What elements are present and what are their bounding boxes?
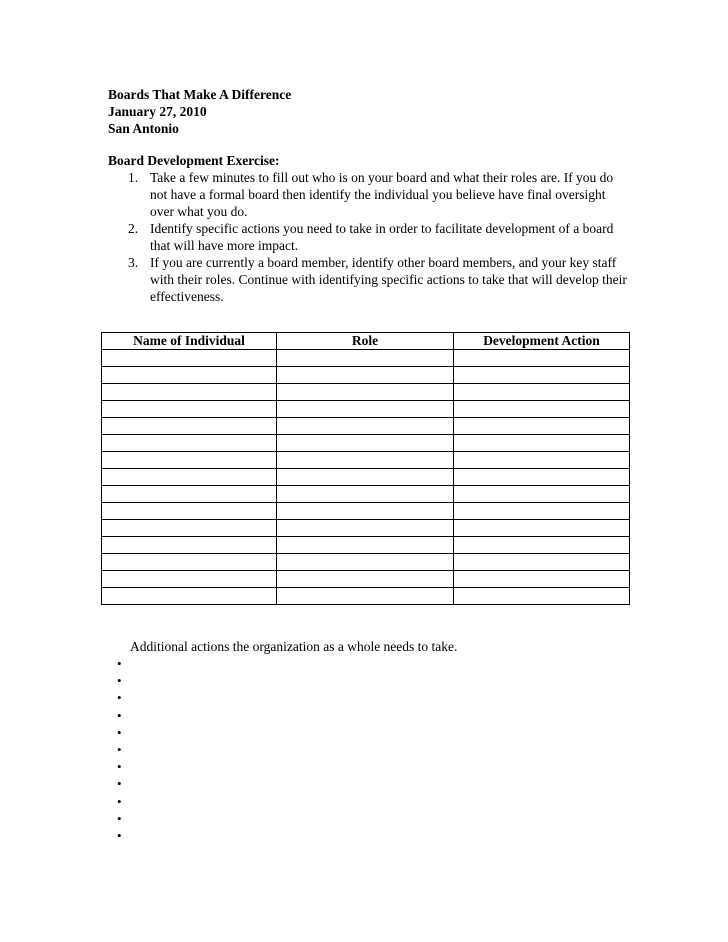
cell-name[interactable] <box>102 503 277 520</box>
cell-development-action[interactable] <box>454 350 630 367</box>
cell-name[interactable] <box>102 520 277 537</box>
bullet-item <box>117 655 122 672</box>
cell-name[interactable] <box>102 401 277 418</box>
bullet-symbol: • <box>117 776 122 792</box>
cell-role[interactable] <box>277 367 454 384</box>
table-header-row <box>102 333 630 350</box>
bullet-item <box>117 775 122 792</box>
cell-name[interactable] <box>102 367 277 384</box>
table-row <box>102 571 630 588</box>
bullet-item <box>117 758 122 775</box>
cell-name[interactable] <box>102 384 277 401</box>
table-row <box>102 401 630 418</box>
bullet-item <box>117 827 122 844</box>
cell-development-action[interactable] <box>454 486 630 503</box>
bullet-symbol: • <box>117 759 122 775</box>
table-row <box>102 452 630 469</box>
cell-development-action[interactable] <box>454 469 630 486</box>
cell-development-action[interactable] <box>454 435 630 452</box>
bullet-symbol: • <box>117 656 122 671</box>
additional-actions-list <box>117 655 122 844</box>
cell-role[interactable] <box>277 520 454 537</box>
column-header-development-action: Development Action <box>454 333 630 350</box>
cell-name[interactable] <box>102 469 277 486</box>
bullet-symbol: • <box>117 810 122 826</box>
cell-role[interactable] <box>277 571 454 588</box>
step-number: 2. <box>128 221 139 236</box>
table-row <box>102 384 630 401</box>
bullet-symbol: • <box>117 827 122 843</box>
bullet-symbol: • <box>117 724 122 740</box>
cell-role[interactable] <box>277 350 454 367</box>
cell-development-action[interactable] <box>454 384 630 401</box>
cell-name[interactable] <box>102 435 277 452</box>
bullet-symbol: • <box>117 673 122 689</box>
exercise-steps <box>108 169 628 305</box>
cell-development-action[interactable] <box>454 537 630 554</box>
board-development-table <box>101 332 630 605</box>
cell-name[interactable] <box>102 537 277 554</box>
bullet-item <box>117 741 122 758</box>
cell-role[interactable] <box>277 537 454 554</box>
cell-development-action[interactable] <box>454 520 630 537</box>
exercise-section <box>108 152 628 305</box>
table-body <box>102 350 630 605</box>
event-date: January 27, 2010 <box>108 104 207 119</box>
cell-role[interactable] <box>277 401 454 418</box>
cell-name[interactable] <box>102 418 277 435</box>
exercise-step <box>108 220 628 254</box>
bullet-item <box>117 707 122 724</box>
step-number: 3. <box>128 255 139 270</box>
bullet-item <box>117 793 122 810</box>
bullet-item <box>117 672 122 689</box>
cell-name[interactable] <box>102 486 277 503</box>
cell-role[interactable] <box>277 452 454 469</box>
table-row <box>102 537 630 554</box>
cell-development-action[interactable] <box>454 571 630 588</box>
cell-role[interactable] <box>277 554 454 571</box>
exercise-step <box>108 254 628 305</box>
cell-name[interactable] <box>102 554 277 571</box>
table-row <box>102 469 630 486</box>
cell-role[interactable] <box>277 588 454 605</box>
event-location: San Antonio <box>108 121 179 136</box>
table-row <box>102 520 630 537</box>
table-row <box>102 350 630 367</box>
exercise-step <box>108 169 628 220</box>
additional-actions-label: Additional actions the organization as a whole needs to take. <box>130 639 458 654</box>
cell-role[interactable] <box>277 435 454 452</box>
column-header-role: Role <box>277 333 454 350</box>
column-header-name: Name of Individual <box>102 333 277 350</box>
cell-development-action[interactable] <box>454 367 630 384</box>
cell-name[interactable] <box>102 588 277 605</box>
cell-development-action[interactable] <box>454 401 630 418</box>
cell-development-action[interactable] <box>454 588 630 605</box>
cell-role[interactable] <box>277 503 454 520</box>
cell-development-action[interactable] <box>454 418 630 435</box>
event-title: Boards That Make A Difference <box>108 87 292 102</box>
document-header <box>108 86 291 137</box>
step-text: If you are currently a board member, identify other board members, and your key staff with their roles. Continue with identifying specific actions to take that will develop their effectiveness. <box>150 255 627 304</box>
bullet-symbol: • <box>117 690 122 706</box>
cell-role[interactable] <box>277 469 454 486</box>
step-number: 1. <box>128 170 139 185</box>
table-row <box>102 503 630 520</box>
bullet-item <box>117 810 122 827</box>
table-row <box>102 486 630 503</box>
step-text: Identify specific actions you need to take in order to facilitate development of a board that will have more impact. <box>150 221 614 253</box>
cell-development-action[interactable] <box>454 554 630 571</box>
table-row <box>102 554 630 571</box>
bullet-symbol: • <box>117 793 122 809</box>
table-row <box>102 418 630 435</box>
cell-name[interactable] <box>102 571 277 588</box>
bullet-symbol: • <box>117 741 122 757</box>
cell-role[interactable] <box>277 418 454 435</box>
cell-role[interactable] <box>277 486 454 503</box>
bullet-item <box>117 724 122 741</box>
cell-role[interactable] <box>277 384 454 401</box>
table-row <box>102 588 630 605</box>
cell-name[interactable] <box>102 350 277 367</box>
cell-development-action[interactable] <box>454 503 630 520</box>
exercise-title: Board Development Exercise: <box>108 153 280 168</box>
bullet-symbol: • <box>117 707 122 723</box>
table-row <box>102 367 630 384</box>
cell-name[interactable] <box>102 452 277 469</box>
bullet-item <box>117 689 122 706</box>
step-text: Take a few minutes to fill out who is on your board and what their roles are. If you do not have a formal board then identify the individual you believe have final oversight over what you do. <box>150 170 614 219</box>
cell-development-action[interactable] <box>454 452 630 469</box>
table-row <box>102 435 630 452</box>
